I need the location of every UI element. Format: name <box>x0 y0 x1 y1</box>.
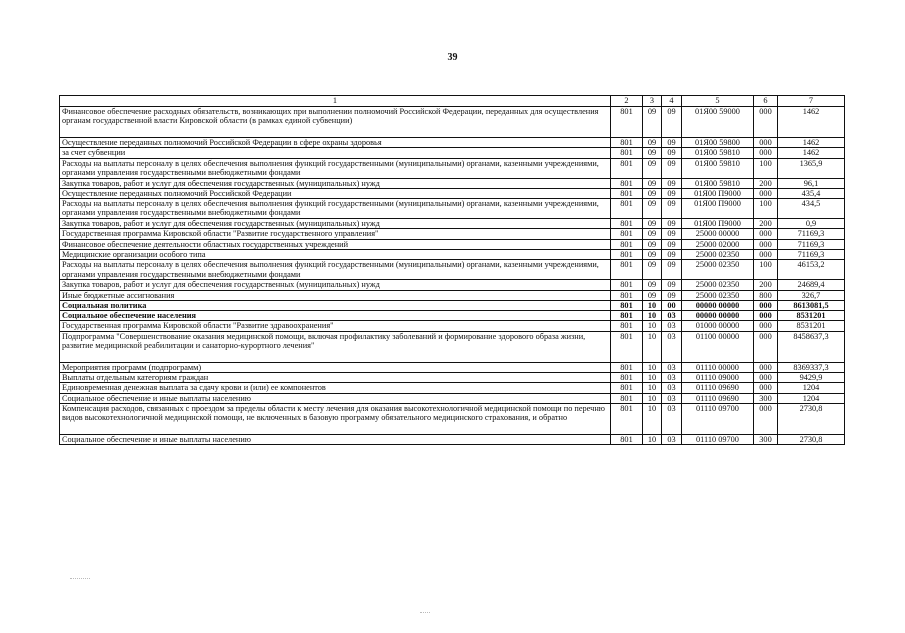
row-name-cell: Единовременная денежная выплата за сдачу крови и (или) ее компонентов <box>60 383 611 393</box>
row-name-cell: за счет субвенции <box>60 148 611 158</box>
row-section-cell: 09 <box>643 239 662 249</box>
row-section-cell: 10 <box>643 403 662 434</box>
row-amount-cell: 1462 <box>778 138 845 148</box>
table-row <box>60 178 845 188</box>
row-expense-type-cell: 000 <box>754 403 778 434</box>
row-amount-cell: 71169,3 <box>778 239 845 249</box>
row-section-cell: 09 <box>643 280 662 290</box>
row-section-cell: 09 <box>643 229 662 239</box>
row-expense-type-cell: 000 <box>754 107 778 138</box>
row-expense-type-cell: 000 <box>754 239 778 249</box>
row-code-cell: 801 <box>611 372 643 382</box>
row-target-article-cell: 01Я00 59810 <box>682 178 754 188</box>
row-subsection-cell: 09 <box>662 280 682 290</box>
table-header-row <box>60 96 845 107</box>
row-subsection-cell: 09 <box>662 260 682 280</box>
row-subsection-cell: 03 <box>662 321 682 331</box>
row-target-article-cell: 01110 00000 <box>682 362 754 372</box>
row-subsection-cell: 09 <box>662 158 682 178</box>
row-code-cell: 801 <box>611 311 643 321</box>
row-name-cell: Иные бюджетные ассигнования <box>60 290 611 300</box>
row-target-article-cell: 25000 00000 <box>682 229 754 239</box>
row-target-article-cell: 01110 09700 <box>682 403 754 434</box>
row-expense-type-cell: 100 <box>754 260 778 280</box>
row-section-cell: 09 <box>643 178 662 188</box>
row-code-cell: 801 <box>611 107 643 138</box>
row-amount-cell: 8531201 <box>778 311 845 321</box>
row-code-cell: 801 <box>611 148 643 158</box>
row-subsection-cell: 09 <box>662 219 682 229</box>
row-code-cell: 801 <box>611 239 643 249</box>
column-header: 2 <box>611 96 643 107</box>
row-expense-type-cell: 000 <box>754 300 778 310</box>
row-amount-cell: 1462 <box>778 148 845 158</box>
row-amount-cell: 71169,3 <box>778 229 845 239</box>
row-target-article-cell: 01Я00 59800 <box>682 138 754 148</box>
row-name-cell: Социальное обеспечение и иные выплаты населению <box>60 393 611 403</box>
row-name-cell: Расходы на выплаты персоналу в целях обеспечения выполнения функций государственными (муниципальными) органами, казенными учреждениями, органами управления государственными внебюджетными фондами <box>60 260 611 280</box>
row-expense-type-cell: 800 <box>754 290 778 300</box>
row-target-article-cell: 01110 09000 <box>682 372 754 382</box>
row-target-article-cell: 01110 09700 <box>682 434 754 444</box>
scan-noise <box>70 578 90 579</box>
table-row <box>60 280 845 290</box>
row-name-cell: Мероприятия программ (подпрограмм) <box>60 362 611 372</box>
column-header: 4 <box>662 96 682 107</box>
table-row <box>60 107 845 138</box>
row-target-article-cell: 25000 02350 <box>682 249 754 259</box>
row-code-cell: 801 <box>611 138 643 148</box>
row-code-cell: 801 <box>611 434 643 444</box>
row-name-cell: Осуществление переданных полномочий Российской Федерации <box>60 188 611 198</box>
row-name-cell: Медицинские организации особого типа <box>60 249 611 259</box>
row-expense-type-cell: 000 <box>754 331 778 362</box>
row-expense-type-cell: 000 <box>754 321 778 331</box>
row-code-cell: 801 <box>611 219 643 229</box>
row-code-cell: 801 <box>611 178 643 188</box>
table-row <box>60 188 845 198</box>
row-amount-cell: 326,7 <box>778 290 845 300</box>
row-section-cell: 10 <box>643 434 662 444</box>
row-section-cell: 09 <box>643 219 662 229</box>
row-subsection-cell: 03 <box>662 393 682 403</box>
row-name-cell: Социальное обеспечение и иные выплаты населению <box>60 434 611 444</box>
row-amount-cell: 435,4 <box>778 188 845 198</box>
table-row <box>60 229 845 239</box>
column-header: 1 <box>60 96 611 107</box>
row-name-cell: Подпрограмма "Совершенствование оказания медицинской помощи, включая профилактику заболеваний и формирование здорового образа жизни, развитие медицинской реабилитации и санаторно-курортного лечения" <box>60 331 611 362</box>
row-code-cell: 801 <box>611 321 643 331</box>
table-row <box>60 138 845 148</box>
row-subsection-cell: 09 <box>662 107 682 138</box>
table-row <box>60 362 845 372</box>
page-number: 39 <box>447 52 458 63</box>
row-amount-cell: 8369337,3 <box>778 362 845 372</box>
row-section-cell: 09 <box>643 249 662 259</box>
row-amount-cell: 1204 <box>778 393 845 403</box>
row-section-cell: 09 <box>643 138 662 148</box>
row-code-cell: 801 <box>611 362 643 372</box>
row-target-article-cell: 25000 02350 <box>682 260 754 280</box>
row-subsection-cell: 09 <box>662 239 682 249</box>
row-amount-cell: 46153,2 <box>778 260 845 280</box>
row-section-cell: 09 <box>643 107 662 138</box>
row-amount-cell: 434,5 <box>778 199 845 219</box>
table-row <box>60 383 845 393</box>
row-code-cell: 801 <box>611 290 643 300</box>
row-subsection-cell: 09 <box>662 148 682 158</box>
row-expense-type-cell: 300 <box>754 393 778 403</box>
row-section-cell: 09 <box>643 199 662 219</box>
row-section-cell: 09 <box>643 260 662 280</box>
row-subsection-cell: 00 <box>662 300 682 310</box>
row-subsection-cell: 03 <box>662 311 682 321</box>
row-subsection-cell: 03 <box>662 403 682 434</box>
row-expense-type-cell: 000 <box>754 229 778 239</box>
row-target-article-cell: 25000 02350 <box>682 280 754 290</box>
row-code-cell: 801 <box>611 199 643 219</box>
row-amount-cell: 71169,3 <box>778 249 845 259</box>
row-section-cell: 09 <box>643 148 662 158</box>
row-subsection-cell: 03 <box>662 383 682 393</box>
row-amount-cell: 8613081,5 <box>778 300 845 310</box>
row-subsection-cell: 09 <box>662 290 682 300</box>
row-expense-type-cell: 000 <box>754 362 778 372</box>
row-code-cell: 801 <box>611 158 643 178</box>
column-header: 6 <box>754 96 778 107</box>
row-name-cell: Расходы на выплаты персоналу в целях обеспечения выполнения функций государственными (муниципальными) органами, казенными учреждениями, органами управления государственными внебюджетными фондами <box>60 158 611 178</box>
row-code-cell: 801 <box>611 260 643 280</box>
row-target-article-cell: 01Я00 П9000 <box>682 199 754 219</box>
row-expense-type-cell: 100 <box>754 199 778 219</box>
row-name-cell: Закупка товаров, работ и услуг для обеспечения государственных (муниципальных) нужд <box>60 219 611 229</box>
row-code-cell: 801 <box>611 331 643 362</box>
row-target-article-cell: 01110 09690 <box>682 393 754 403</box>
table-row <box>60 260 845 280</box>
row-name-cell: Финансовое обеспечение расходных обязательств, возникающих при выполнении полномочий Российской Федерации, переданных для осуществления органам государственной власти Кировской области (в рамках единой субвенции) <box>60 107 611 138</box>
row-subsection-cell: 09 <box>662 138 682 148</box>
row-target-article-cell: 01Я00 59000 <box>682 107 754 138</box>
row-target-article-cell: 01100 00000 <box>682 331 754 362</box>
table-row <box>60 300 845 310</box>
row-code-cell: 801 <box>611 249 643 259</box>
row-expense-type-cell: 200 <box>754 280 778 290</box>
table-row <box>60 321 845 331</box>
row-section-cell: 10 <box>643 372 662 382</box>
row-section-cell: 10 <box>643 311 662 321</box>
row-target-article-cell: 01000 00000 <box>682 321 754 331</box>
row-name-cell: Расходы на выплаты персоналу в целях обеспечения выполнения функций государственными (муниципальными) органами, казенными учреждениями, органами управления государственными внебюджетными фондами <box>60 199 611 219</box>
row-subsection-cell: 03 <box>662 362 682 372</box>
table-row <box>60 148 845 158</box>
row-section-cell: 09 <box>643 290 662 300</box>
row-amount-cell: 0,9 <box>778 219 845 229</box>
row-amount-cell: 2730,8 <box>778 403 845 434</box>
row-expense-type-cell: 200 <box>754 219 778 229</box>
table-row <box>60 403 845 434</box>
row-amount-cell: 2730,8 <box>778 434 845 444</box>
row-code-cell: 801 <box>611 393 643 403</box>
row-expense-type-cell: 100 <box>754 158 778 178</box>
budget-table <box>59 95 845 445</box>
row-name-cell: Осуществление переданных полномочий Российской Федерации в сфере охраны здоровья <box>60 138 611 148</box>
row-expense-type-cell: 000 <box>754 372 778 382</box>
row-subsection-cell: 03 <box>662 434 682 444</box>
table-row <box>60 311 845 321</box>
row-name-cell: Социальная политика <box>60 300 611 310</box>
row-section-cell: 09 <box>643 188 662 198</box>
table-row <box>60 219 845 229</box>
row-code-cell: 801 <box>611 188 643 198</box>
row-expense-type-cell: 000 <box>754 138 778 148</box>
row-section-cell: 10 <box>643 331 662 362</box>
row-subsection-cell: 03 <box>662 331 682 362</box>
row-subsection-cell: 09 <box>662 188 682 198</box>
row-name-cell: Государственная программа Кировской области "Развитие здравоохранения" <box>60 321 611 331</box>
row-name-cell: Финансовое обеспечение деятельности областных государственных учреждений <box>60 239 611 249</box>
row-target-article-cell: 01Я00 59810 <box>682 158 754 178</box>
row-expense-type-cell: 000 <box>754 383 778 393</box>
row-subsection-cell: 09 <box>662 249 682 259</box>
row-amount-cell: 8458637,3 <box>778 331 845 362</box>
row-target-article-cell: 00000 00000 <box>682 300 754 310</box>
row-name-cell: Закупка товаров, работ и услуг для обеспечения государственных (муниципальных) нужд <box>60 178 611 188</box>
row-section-cell: 10 <box>643 393 662 403</box>
row-expense-type-cell: 300 <box>754 434 778 444</box>
scan-noise <box>420 612 430 613</box>
row-amount-cell: 1204 <box>778 383 845 393</box>
row-amount-cell: 1365,9 <box>778 158 845 178</box>
row-section-cell: 09 <box>643 158 662 178</box>
row-code-cell: 801 <box>611 280 643 290</box>
row-section-cell: 10 <box>643 321 662 331</box>
row-target-article-cell: 01110 09690 <box>682 383 754 393</box>
row-name-cell: Государственная программа Кировской области "Развитие государственного управления" <box>60 229 611 239</box>
table-row <box>60 290 845 300</box>
table-row <box>60 249 845 259</box>
table-row <box>60 239 845 249</box>
row-subsection-cell: 09 <box>662 229 682 239</box>
row-expense-type-cell: 200 <box>754 178 778 188</box>
row-name-cell: Выплаты отдельным категориям граждан <box>60 372 611 382</box>
row-section-cell: 10 <box>643 300 662 310</box>
row-expense-type-cell: 000 <box>754 311 778 321</box>
table-row <box>60 158 845 178</box>
row-subsection-cell: 09 <box>662 178 682 188</box>
row-target-article-cell: 25000 02350 <box>682 290 754 300</box>
column-header: 3 <box>643 96 662 107</box>
row-code-cell: 801 <box>611 383 643 393</box>
row-amount-cell: 1462 <box>778 107 845 138</box>
row-target-article-cell: 01Я00 П9000 <box>682 188 754 198</box>
row-amount-cell: 9429,9 <box>778 372 845 382</box>
row-target-article-cell: 00000 00000 <box>682 311 754 321</box>
table-row <box>60 434 845 444</box>
row-target-article-cell: 25000 02000 <box>682 239 754 249</box>
row-target-article-cell: 01Я00 59810 <box>682 148 754 158</box>
column-header: 7 <box>778 96 845 107</box>
row-expense-type-cell: 000 <box>754 148 778 158</box>
row-subsection-cell: 03 <box>662 372 682 382</box>
row-code-cell: 801 <box>611 300 643 310</box>
row-amount-cell: 8531201 <box>778 321 845 331</box>
table-row <box>60 393 845 403</box>
row-expense-type-cell: 000 <box>754 188 778 198</box>
row-code-cell: 801 <box>611 229 643 239</box>
table-row <box>60 331 845 362</box>
row-name-cell: Социальное обеспечение населения <box>60 311 611 321</box>
table-row <box>60 372 845 382</box>
row-name-cell: Компенсация расходов, связанных с проездом за пределы области к месту лечения для оказания высокотехнологичной медицинской помощи по перечню видов высокотехнологичной медицинской помощи, не включенных в базовую программу обязательного медицинского страхования, и обратно <box>60 403 611 434</box>
row-name-cell: Закупка товаров, работ и услуг для обеспечения государственных (муниципальных) нужд <box>60 280 611 290</box>
column-header: 5 <box>682 96 754 107</box>
row-amount-cell: 24689,4 <box>778 280 845 290</box>
row-section-cell: 10 <box>643 362 662 372</box>
row-section-cell: 10 <box>643 383 662 393</box>
row-amount-cell: 96,1 <box>778 178 845 188</box>
row-target-article-cell: 01Я00 П9000 <box>682 219 754 229</box>
table-row <box>60 199 845 219</box>
row-subsection-cell: 09 <box>662 199 682 219</box>
row-code-cell: 801 <box>611 403 643 434</box>
row-expense-type-cell: 000 <box>754 249 778 259</box>
